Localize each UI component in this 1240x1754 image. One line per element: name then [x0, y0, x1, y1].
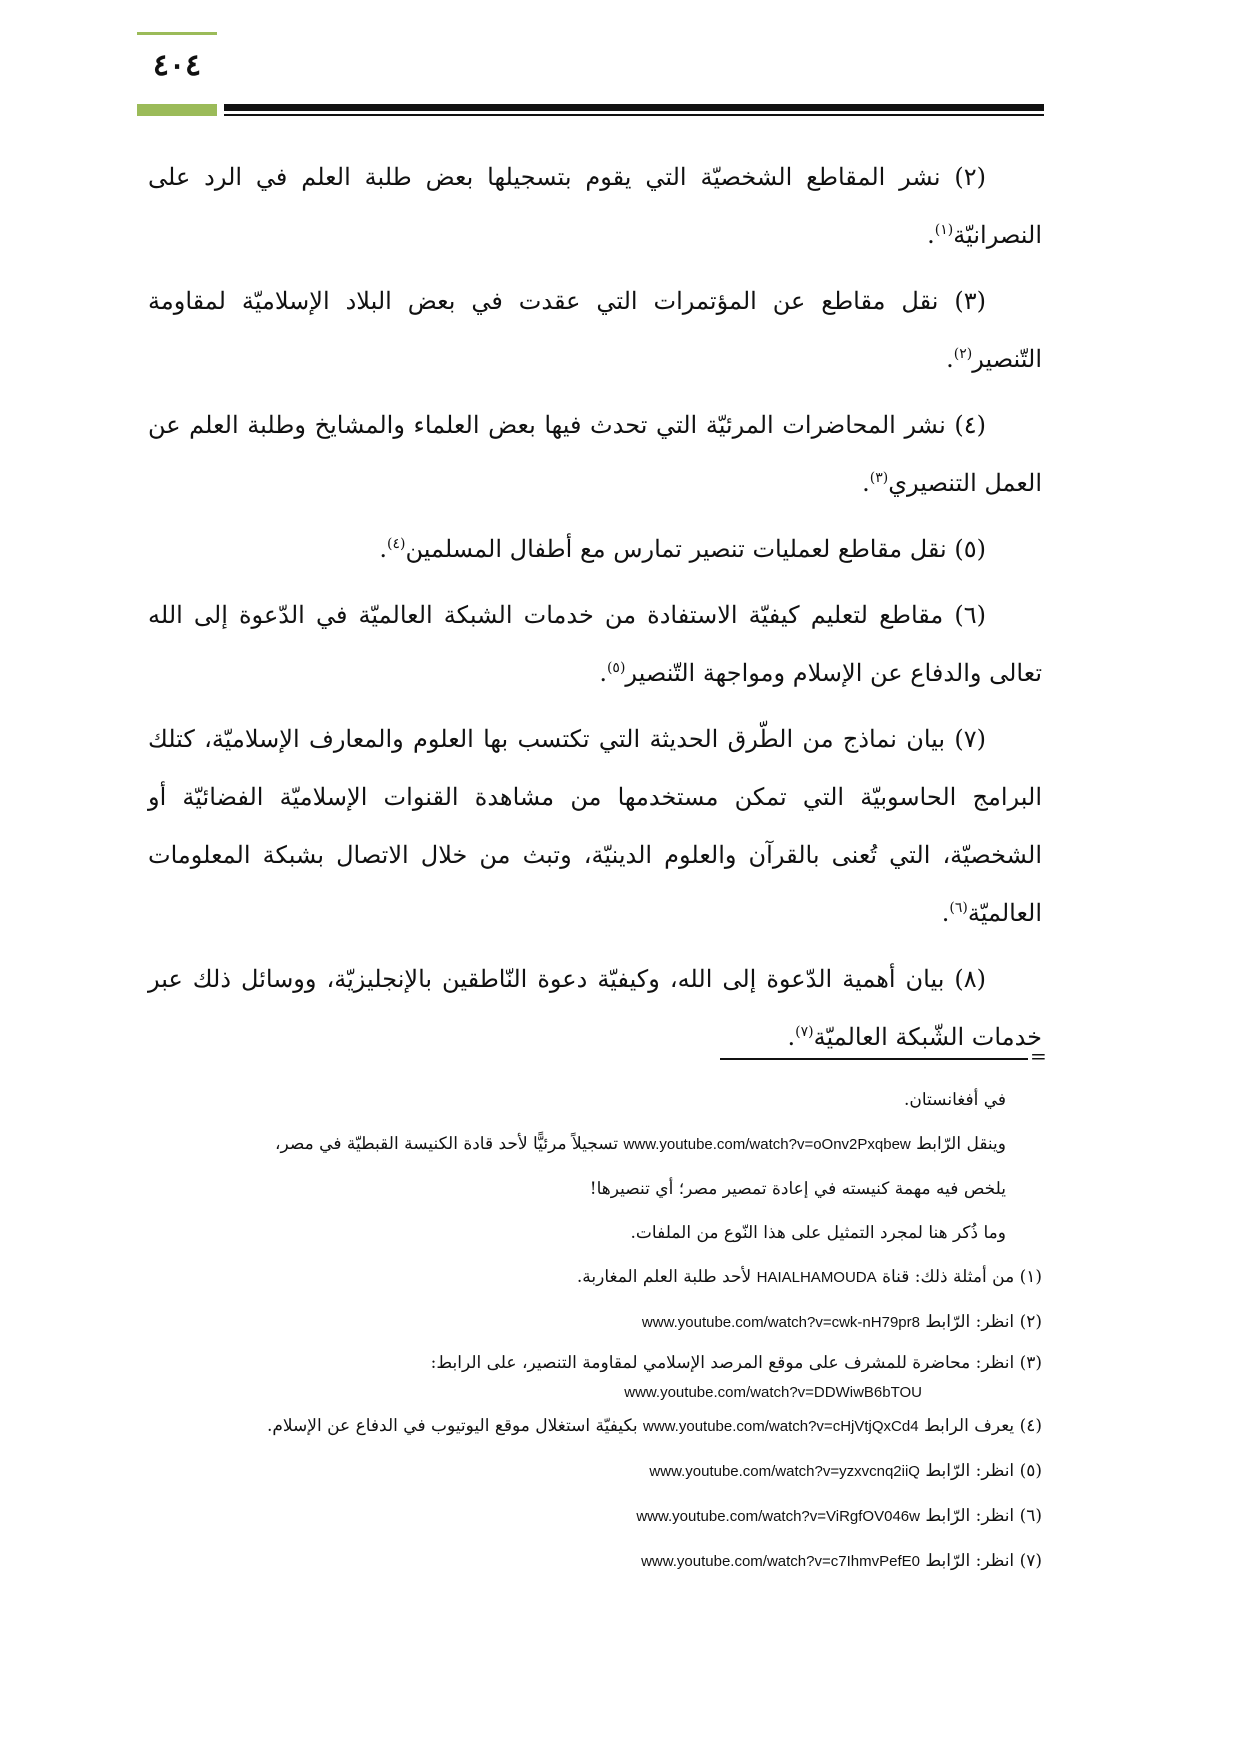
footnote-url[interactable]: www.youtube.com/watch?v=cwk-nH79pr8 [641, 1314, 920, 1331]
footnote-ref[interactable]: (٣) [869, 470, 889, 486]
footnote-7: (٧) انظر: الرّابط www.youtube.com/watch?v=c7IhmvPefE0 [641, 1551, 1042, 1571]
footnote-number: (٥) [1019, 1461, 1042, 1481]
paragraph-7: (٧) بيان نماذج من الطّرق الحديثة التي تكتسب بها العلوم والمعارف الإسلاميّة، كتلك البرامج الحاسوبيّة التي تمكن مستخدمها من مشاهدة القنوات الإسلاميّة الفضائيّة أو الشخصيّة، التي تُعنى بالقرآن والعلوم الدينيّة، وتبث من خلال الاتصال بشبكة المعلومات العالميّة$^{(٦)}$. [148, 725, 1042, 927]
footnote-url[interactable]: www.youtube.com/watch?v=ViRgfOV046w [636, 1508, 920, 1525]
footnote-continuation-line: وينقل الرّابط www.youtube.com/watch?v=oOnv2Pxqbew تسجيلاً مرئيًّا لأحد قادة الكنيسة القبطيّة في مصر، [275, 1134, 1006, 1154]
paragraph-2: (٢) نشر المقاطع الشخصيّة التي يقوم بتسجيلها بعض طلبة العلم في الرد على النصرانيّة$^{(١)}$. [148, 163, 1042, 249]
paragraph-6: (٦) مقاطع لتعليم كيفيّة الاستفادة من خدمات الشبكة العالميّة في الدّعوة إلى الله تعالى والدفاع عن الإسلام ومواجهة التّنصير$^{(٥)}$. [148, 601, 1042, 687]
page-number: ٤٠٤ [152, 48, 202, 83]
footnote-6: (٦) انظر: الرّابط www.youtube.com/watch?v=ViRgfOV046w [636, 1506, 1042, 1526]
footnote-number: (٢) [1019, 1312, 1042, 1332]
footnote-separator [720, 1058, 1028, 1060]
footnote-ref[interactable]: (٧) [795, 1024, 814, 1040]
header-rule-thick [224, 104, 1044, 111]
footnote-ref[interactable]: (٢) [953, 346, 973, 362]
footnote-url[interactable]: www.youtube.com/watch?v=c7IhmvPefE0 [641, 1553, 920, 1570]
header-top-accent [137, 32, 217, 35]
footnote-continuation-line: يلخص فيه مهمة كنيسته في إعادة تمصير مصر؛ أي تنصيرها! [589, 1179, 1006, 1199]
footnote-5: (٥) انظر: الرّابط www.youtube.com/watch?v=yzxvcnq2iiQ [649, 1461, 1042, 1481]
footnote-2: (٢) انظر: الرّابط www.youtube.com/watch?v=cwk-nH79pr8 [641, 1312, 1042, 1332]
footnote-continuation-line: وما ذُكر هنا لمجرد التمثيل على هذا النّوع من الملفات. [630, 1223, 1006, 1243]
footnote-number: (٤) [1019, 1416, 1042, 1436]
paragraph-4: (٤) نشر المحاضرات المرئيّة التي تحدث فيها بعض العلماء والمشايخ وطلبة العلم عن العمل التنصيري$^{(٣)}$. [148, 411, 1042, 497]
footnote-number: (١) [1019, 1267, 1042, 1287]
footnote-ref[interactable]: (١) [934, 222, 954, 238]
footnote-continuation-line: في أفغانستان. [903, 1090, 1006, 1110]
footnote-url[interactable]: www.youtube.com/watch?v=cHjVtjQxCd4 [643, 1418, 919, 1435]
footnote-channel-name[interactable]: HAIALHAMOUDA [756, 1269, 877, 1286]
footnote-ref[interactable]: (٥) [606, 660, 626, 676]
footnote-url[interactable]: www.youtube.com/watch?v=DDWiwB6bTOU [624, 1384, 922, 1401]
footnote-number: (٣) [1019, 1353, 1042, 1373]
footnote-3-url-line [148, 1381, 1042, 1404]
header-rule-thin [224, 114, 1044, 116]
footnote-ref[interactable]: (٤) [386, 536, 406, 552]
paragraph-8: (٨) بيان أهمية الدّعوة إلى الله، وكيفيّة دعوة النّاطقين بالإنجليزيّة، ووسائل ذلك عبر خدمات الشّبكة العالميّة$^{(٧)}$. [148, 965, 1042, 1051]
footnote-number: (٦) [1019, 1506, 1042, 1526]
footnote-4: (٤) يعرف الرابط www.youtube.com/watch?v=cHjVtjQxCd4 بكيفيّة استغلال موقع اليوتيوب في الدفاع عن الإسلام. [266, 1416, 1042, 1436]
footnote-1: (١) من أمثلة ذلك: قناة HAIALHAMOUDA لأحد طلبة العلم المغاربة. [576, 1267, 1042, 1287]
header-green-bar [137, 104, 217, 116]
footnote-number: (٧) [1019, 1551, 1042, 1571]
footnote-ref[interactable]: (٦) [949, 900, 968, 916]
footnote-url[interactable]: www.youtube.com/watch?v=yzxvcnq2iiQ [649, 1463, 920, 1480]
paragraph-3: (٣) نقل مقاطع عن المؤتمرات التي عقدت في بعض البلاد الإسلاميّة لمقاومة التّنصير$^{(٢)}$. [148, 287, 1042, 373]
paragraph-5: (٥) نقل مقاطع لعمليات تنصير تمارس مع أطفال المسلمين$^{(٤)}$. [379, 535, 986, 563]
body-text [148, 148, 1042, 1074]
footnotes [148, 1078, 1042, 1584]
footnote-url[interactable]: www.youtube.com/watch?v=oOnv2Pxqbew [623, 1136, 911, 1153]
footnote-separator-mark: = [1030, 1044, 1047, 1068]
footnote-3: (٣) انظر: محاضرة للمشرف على موقع المرصد الإسلامي لمقاومة التنصير، على الرابط: [430, 1353, 1042, 1373]
